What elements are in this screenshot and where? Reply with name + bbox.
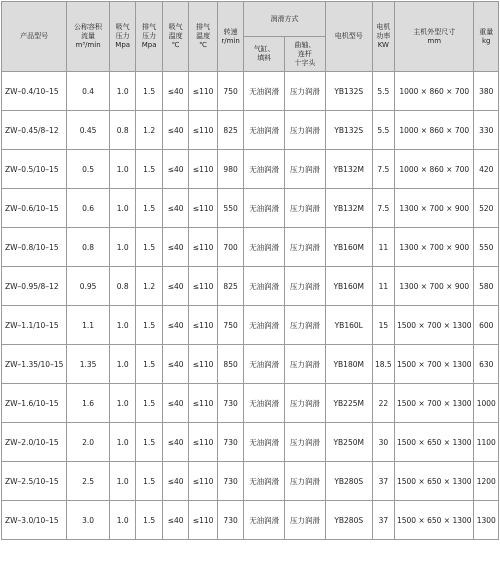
cell-lub-crank: 压力润滑 — [285, 189, 326, 228]
cell-speed: 730 — [217, 501, 243, 540]
header-text-line: 润滑方式 — [270, 14, 299, 23]
cell-exhaust-temp: ≤110 — [189, 111, 218, 150]
cell-model: ZW–1.1/10–15 — [2, 306, 67, 345]
table-row — [2, 228, 499, 267]
header-text-line: 排气 — [142, 23, 157, 31]
cell-motor-model: YB180M — [325, 345, 372, 384]
cell-speed: 730 — [217, 423, 243, 462]
cell-flow: 0.45 — [67, 111, 110, 150]
cell-lub-cylinder: 无油润滑 — [244, 345, 285, 384]
cell-intake-pressure: 1.0 — [109, 150, 135, 189]
cell-intake-temp: ≤40 — [162, 189, 188, 228]
cell-exhaust-pressure: 1.5 — [136, 228, 162, 267]
cell-lub-crank: 压力润滑 — [285, 306, 326, 345]
cell-intake-temp: ≤40 — [162, 228, 188, 267]
header-row-1 — [2, 2, 499, 37]
cell-motor-model: YB280S — [325, 501, 372, 540]
cell-lub-crank: 压力润滑 — [285, 72, 326, 111]
cell-dimensions: 1500 × 700 × 1300 — [395, 306, 474, 345]
cell-motor-model: YB132M — [325, 150, 372, 189]
cell-dimensions: 1500 × 650 × 1300 — [395, 462, 474, 501]
cell-weight: 550 — [474, 228, 499, 267]
cell-model: ZW–1.6/10–15 — [2, 384, 67, 423]
cell-lub-crank: 压力润滑 — [285, 150, 326, 189]
header-text-line: ℃ — [171, 41, 180, 49]
cell-lub-crank: 压力润滑 — [285, 228, 326, 267]
header-text-line: 连杆 — [297, 49, 312, 58]
cell-speed: 550 — [217, 189, 243, 228]
cell-dimensions: 1000 × 860 × 700 — [395, 72, 474, 111]
table-row — [2, 267, 499, 306]
cell-exhaust-temp: ≤110 — [189, 462, 218, 501]
cell-dimensions: 1000 × 860 × 700 — [395, 150, 474, 189]
cell-dimensions: 1000 × 860 × 700 — [395, 111, 474, 150]
cell-flow: 0.6 — [67, 189, 110, 228]
cell-dimensions: 1300 × 700 × 900 — [395, 189, 474, 228]
cell-lub-crank: 压力润滑 — [285, 423, 326, 462]
cell-weight: 630 — [474, 345, 499, 384]
cell-model: ZW–0.6/10–15 — [2, 189, 67, 228]
cell-exhaust-temp: ≤110 — [189, 345, 218, 384]
cell-exhaust-temp: ≤110 — [189, 384, 218, 423]
cell-flow: 2.0 — [67, 423, 110, 462]
cell-motor-power: 11 — [372, 267, 394, 306]
header-text-line: 产品型号 — [20, 32, 49, 40]
header-text-line: 公称容积 — [74, 23, 103, 31]
cell-motor-power: 5.5 — [372, 72, 394, 111]
cell-model: ZW–0.8/10–15 — [2, 228, 67, 267]
header-text-line: 重量 — [479, 27, 494, 36]
header-text-line: 功率 — [376, 32, 391, 40]
cell-model: ZW–0.95/8–12 — [2, 267, 67, 306]
cell-motor-power: 7.5 — [372, 189, 394, 228]
cell-intake-pressure: 1.0 — [109, 462, 135, 501]
cell-dimensions: 1300 × 700 × 900 — [395, 267, 474, 306]
cell-speed: 730 — [217, 462, 243, 501]
cell-dimensions: 1300 × 700 × 900 — [395, 228, 474, 267]
header-text-line: 电机 — [376, 23, 391, 31]
cell-lub-cylinder: 无油润滑 — [244, 501, 285, 540]
table-row — [2, 384, 499, 423]
cell-model: ZW–0.45/8–12 — [2, 111, 67, 150]
cell-dimensions: 1500 × 700 × 1300 — [395, 345, 474, 384]
cell-intake-pressure: 1.0 — [109, 384, 135, 423]
cell-exhaust-pressure: 1.5 — [136, 501, 162, 540]
header-motor-model — [325, 2, 372, 72]
table-row — [2, 189, 499, 228]
cell-dimensions: 1500 × 700 × 1300 — [395, 384, 474, 423]
cell-motor-power: 30 — [372, 423, 394, 462]
cell-flow: 1.6 — [67, 384, 110, 423]
cell-exhaust-temp: ≤110 — [189, 72, 218, 111]
cell-exhaust-pressure: 1.5 — [136, 462, 162, 501]
cell-exhaust-pressure: 1.2 — [136, 267, 162, 306]
header-exhaust-pressure — [136, 2, 162, 72]
header-text-line: mm — [427, 36, 442, 45]
cell-motor-power: 5.5 — [372, 111, 394, 150]
cell-motor-power: 11 — [372, 228, 394, 267]
cell-lub-crank: 压力润滑 — [285, 384, 326, 423]
header-text-line: 温度 — [168, 32, 183, 40]
cell-flow: 1.1 — [67, 306, 110, 345]
cell-weight: 380 — [474, 72, 499, 111]
cell-motor-power: 37 — [372, 462, 394, 501]
cell-intake-temp: ≤40 — [162, 462, 188, 501]
header-text-line: 十字头 — [294, 58, 316, 67]
cell-motor-model: YB132S — [325, 72, 372, 111]
cell-speed: 850 — [217, 345, 243, 384]
cell-motor-model: YB132S — [325, 111, 372, 150]
cell-motor-power: 22 — [372, 384, 394, 423]
header-lub-cylinder — [244, 37, 285, 72]
cell-lub-crank: 压力润滑 — [285, 462, 326, 501]
header-text-line: 曲轴、 — [294, 40, 316, 49]
header-weight — [474, 2, 499, 72]
cell-lub-crank: 压力润滑 — [285, 501, 326, 540]
cell-intake-pressure: 1.0 — [109, 189, 135, 228]
cell-intake-pressure: 1.0 — [109, 228, 135, 267]
cell-intake-temp: ≤40 — [162, 111, 188, 150]
header-text-line: 吸气 — [115, 23, 130, 31]
cell-motor-power: 7.5 — [372, 150, 394, 189]
header-speed — [217, 2, 243, 72]
header-text-line: 填料 — [257, 54, 272, 62]
cell-exhaust-temp: ≤110 — [189, 189, 218, 228]
cell-intake-temp: ≤40 — [162, 72, 188, 111]
cell-exhaust-pressure: 1.2 — [136, 111, 162, 150]
cell-lub-cylinder: 无油润滑 — [244, 267, 285, 306]
table-row — [2, 306, 499, 345]
cell-motor-power: 18.5 — [372, 345, 394, 384]
cell-dimensions: 1500 × 650 × 1300 — [395, 501, 474, 540]
cell-intake-pressure: 0.8 — [109, 267, 135, 306]
cell-intake-pressure: 1.0 — [109, 72, 135, 111]
cell-lub-cylinder: 无油润滑 — [244, 423, 285, 462]
cell-flow: 0.8 — [67, 228, 110, 267]
cell-lub-cylinder: 无油润滑 — [244, 189, 285, 228]
header-text-line: Mpa — [115, 41, 131, 49]
header-motor-power — [372, 2, 394, 72]
cell-exhaust-pressure: 1.5 — [136, 189, 162, 228]
cell-model: ZW–0.4/10–15 — [2, 72, 67, 111]
header-lub-crank — [285, 37, 326, 72]
cell-motor-model: YB280S — [325, 462, 372, 501]
header-text-line: 电机型号 — [334, 32, 363, 40]
cell-lub-cylinder: 无油润滑 — [244, 462, 285, 501]
cell-exhaust-temp: ≤110 — [189, 267, 218, 306]
cell-motor-model: YB250M — [325, 423, 372, 462]
cell-intake-temp: ≤40 — [162, 384, 188, 423]
cell-speed: 700 — [217, 228, 243, 267]
table-row — [2, 111, 499, 150]
cell-weight: 580 — [474, 267, 499, 306]
header-text-line: 流量 — [81, 32, 96, 40]
cell-exhaust-temp: ≤110 — [189, 228, 218, 267]
spec-table — [1, 1, 499, 540]
table-row — [2, 462, 499, 501]
cell-speed: 980 — [217, 150, 243, 189]
header-text-line: KW — [377, 41, 389, 49]
cell-exhaust-pressure: 1.5 — [136, 150, 162, 189]
cell-speed: 750 — [217, 306, 243, 345]
cell-intake-pressure: 1.0 — [109, 306, 135, 345]
cell-lub-cylinder: 无油润滑 — [244, 72, 285, 111]
table-row — [2, 345, 499, 384]
header-text-line: 压力 — [142, 32, 157, 40]
cell-weight: 330 — [474, 111, 499, 150]
cell-motor-model: YB160L — [325, 306, 372, 345]
cell-weight: 1100 — [474, 423, 499, 462]
cell-dimensions: 1500 × 650 × 1300 — [395, 423, 474, 462]
cell-intake-temp: ≤40 — [162, 501, 188, 540]
cell-lub-crank: 压力润滑 — [285, 111, 326, 150]
cell-lub-crank: 压力润滑 — [285, 345, 326, 384]
cell-motor-model: YB132M — [325, 189, 372, 228]
cell-intake-pressure: 0.8 — [109, 111, 135, 150]
header-text-line: 气缸、 — [253, 45, 275, 53]
header-text-line: m³/min — [75, 41, 101, 49]
cell-motor-power: 15 — [372, 306, 394, 345]
table-body — [2, 72, 499, 540]
cell-intake-temp: ≤40 — [162, 423, 188, 462]
cell-exhaust-pressure: 1.5 — [136, 423, 162, 462]
cell-exhaust-temp: ≤110 — [189, 150, 218, 189]
cell-model: ZW–2.0/10–15 — [2, 423, 67, 462]
cell-lub-cylinder: 无油润滑 — [244, 150, 285, 189]
cell-weight: 420 — [474, 150, 499, 189]
cell-flow: 1.35 — [67, 345, 110, 384]
cell-lub-cylinder: 无油润滑 — [244, 306, 285, 345]
header-model — [2, 2, 67, 72]
cell-exhaust-pressure: 1.5 — [136, 72, 162, 111]
header-text-line: 转速 — [223, 27, 238, 36]
header-text-line: 压力 — [115, 32, 130, 40]
cell-speed: 750 — [217, 72, 243, 111]
cell-model: ZW–0.5/10–15 — [2, 150, 67, 189]
cell-weight: 1300 — [474, 501, 499, 540]
cell-weight: 600 — [474, 306, 499, 345]
cell-weight: 1200 — [474, 462, 499, 501]
cell-lub-crank: 压力润滑 — [285, 267, 326, 306]
cell-flow: 0.4 — [67, 72, 110, 111]
header-text-line: r/min — [221, 36, 240, 45]
cell-flow: 2.5 — [67, 462, 110, 501]
header-text-line: 温度 — [196, 32, 211, 40]
header-text-line: ℃ — [199, 41, 208, 49]
cell-motor-model: YB160M — [325, 228, 372, 267]
cell-flow: 3.0 — [67, 501, 110, 540]
cell-lub-cylinder: 无油润滑 — [244, 384, 285, 423]
table-row — [2, 72, 499, 111]
header-intake-pressure — [109, 2, 135, 72]
cell-intake-pressure: 1.0 — [109, 501, 135, 540]
table-row — [2, 501, 499, 540]
cell-exhaust-temp: ≤110 — [189, 501, 218, 540]
cell-lub-cylinder: 无油润滑 — [244, 111, 285, 150]
cell-intake-pressure: 1.0 — [109, 345, 135, 384]
cell-exhaust-pressure: 1.5 — [136, 384, 162, 423]
header-flow — [67, 2, 110, 72]
cell-intake-pressure: 1.0 — [109, 423, 135, 462]
cell-weight: 520 — [474, 189, 499, 228]
cell-exhaust-pressure: 1.5 — [136, 306, 162, 345]
cell-intake-temp: ≤40 — [162, 306, 188, 345]
cell-speed: 825 — [217, 267, 243, 306]
cell-intake-temp: ≤40 — [162, 267, 188, 306]
header-text-line: Mpa — [141, 41, 157, 49]
cell-weight: 1000 — [474, 384, 499, 423]
cell-speed: 730 — [217, 384, 243, 423]
header-text-line: 排气 — [196, 23, 211, 31]
cell-lub-cylinder: 无油润滑 — [244, 228, 285, 267]
cell-exhaust-temp: ≤110 — [189, 306, 218, 345]
header-text-line: kg — [481, 36, 491, 45]
header-intake-temp — [162, 2, 188, 72]
cell-flow: 0.5 — [67, 150, 110, 189]
cell-motor-model: YB225M — [325, 384, 372, 423]
header-lubrication — [244, 2, 325, 37]
cell-exhaust-temp: ≤110 — [189, 423, 218, 462]
cell-speed: 825 — [217, 111, 243, 150]
cell-intake-temp: ≤40 — [162, 150, 188, 189]
header-text-line: 主机外型尺寸 — [413, 27, 456, 36]
cell-motor-power: 37 — [372, 501, 394, 540]
table-row — [2, 150, 499, 189]
cell-model: ZW–2.5/10–15 — [2, 462, 67, 501]
table-row — [2, 423, 499, 462]
cell-flow: 0.95 — [67, 267, 110, 306]
cell-motor-model: YB160M — [325, 267, 372, 306]
cell-exhaust-pressure: 1.5 — [136, 345, 162, 384]
header-dimensions — [395, 2, 474, 72]
header-exhaust-temp — [189, 2, 218, 72]
header-text-line: 吸气 — [168, 23, 183, 31]
cell-intake-temp: ≤40 — [162, 345, 188, 384]
cell-model: ZW–3.0/10–15 — [2, 501, 67, 540]
cell-model: ZW–1.35/10–15 — [2, 345, 67, 384]
